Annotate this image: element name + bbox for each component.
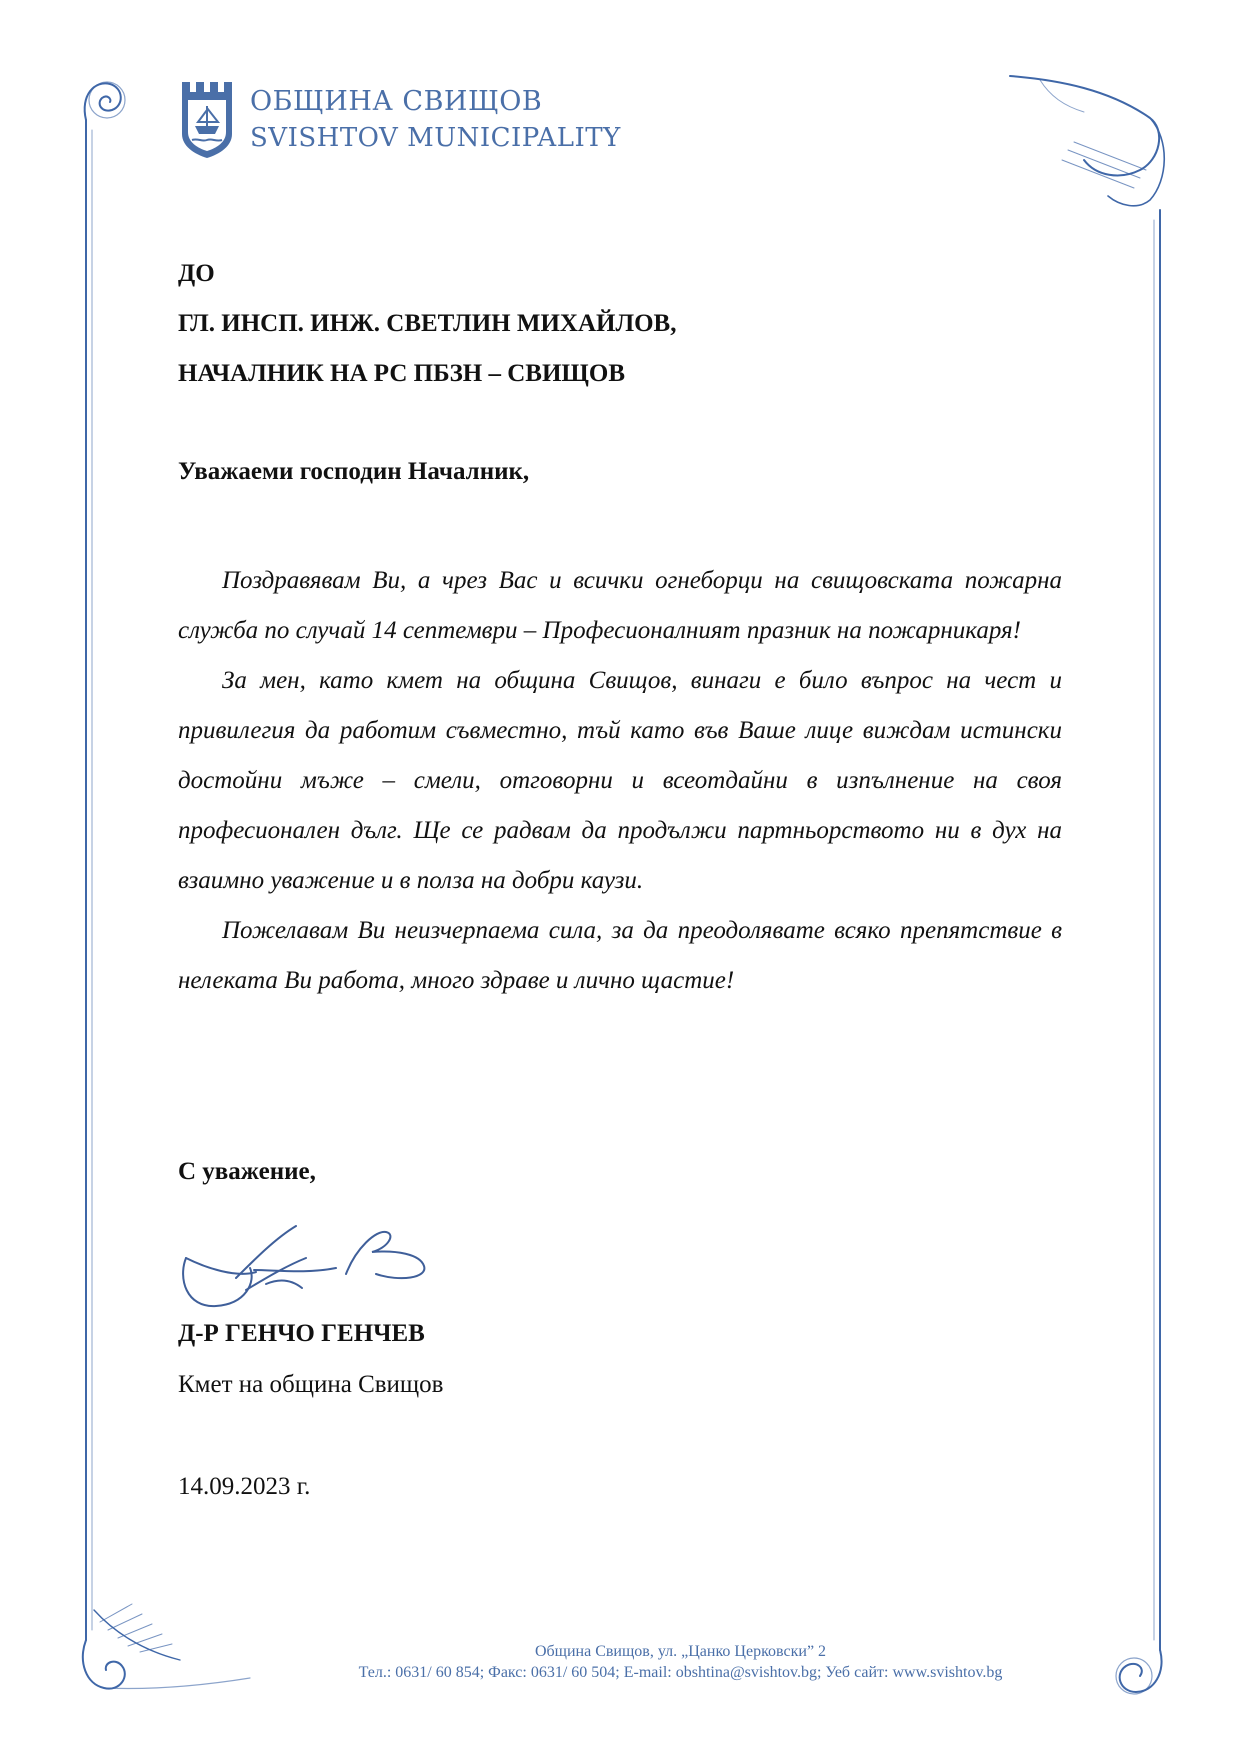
addressee-line-1: ДО [178,260,215,287]
footer-address: Община Свищов, ул. „Цанко Церковски” 2 [534,1643,827,1660]
body-paragraph-1: Поздравявам Ви, а чрез Вас и всички огнеборци на свищовската пожарна служба по случай 14 септември – Професионалният празник на пожарникаря! [178,567,1062,644]
footer-contacts: Тел.: 0631/ 60 854; Факс: 0631/ 60 504; E-mail: obshtina@svishtov.bg; Уеб сайт: www.svishtov.bg [358,1664,1003,1681]
letterhead-brand [250,88,621,151]
letter-date: 14.09.2023 г. [178,1473,311,1500]
municipality-crest-logo [180,82,234,158]
addressee-line-3: НАЧАЛНИК НА РС ПБЗН – СВИЩОВ [178,360,625,387]
handwritten-signature [176,1218,436,1314]
body-paragraph-3: Пожелавам Ви неизчерпаема сила, за да преодолявате всяко препятствие в нелеката Ви работа, много здраве и лично щастие! [178,917,1062,994]
addressee-line-2: ГЛ. ИНСП. ИНЖ. СВЕТЛИН МИХАЙЛОВ, [178,310,677,337]
addressee-block [178,249,676,399]
letterhead-name-bg: ОБЩИНА СВИЩОВ [250,86,543,117]
signer-name: Д-Р ГЕНЧО ГЕНЧЕВ [178,1320,425,1347]
salutation: Уважаеми господин Началник, [178,458,530,485]
letter-body [178,556,1062,1006]
closing: С уважение, [178,1158,316,1185]
body-paragraph-2: За мен, като кмет на община Свищов, винаги е било въпрос на чест и привилегия да работим съвместно, тъй като във Ваше лице виждам истински достойни мъже – смели, отговорни и всеотдайни в изпълнение на своя професионален дълг. Ще се радвам да продължи партньорството ни в дух на взаимно уважение и в полза на добри каузи. [178,667,1062,894]
signer-title: Кмет на община Свищов [178,1371,444,1398]
letterhead-name-en: SVISHTOV MUNICIPALITY [250,123,621,153]
